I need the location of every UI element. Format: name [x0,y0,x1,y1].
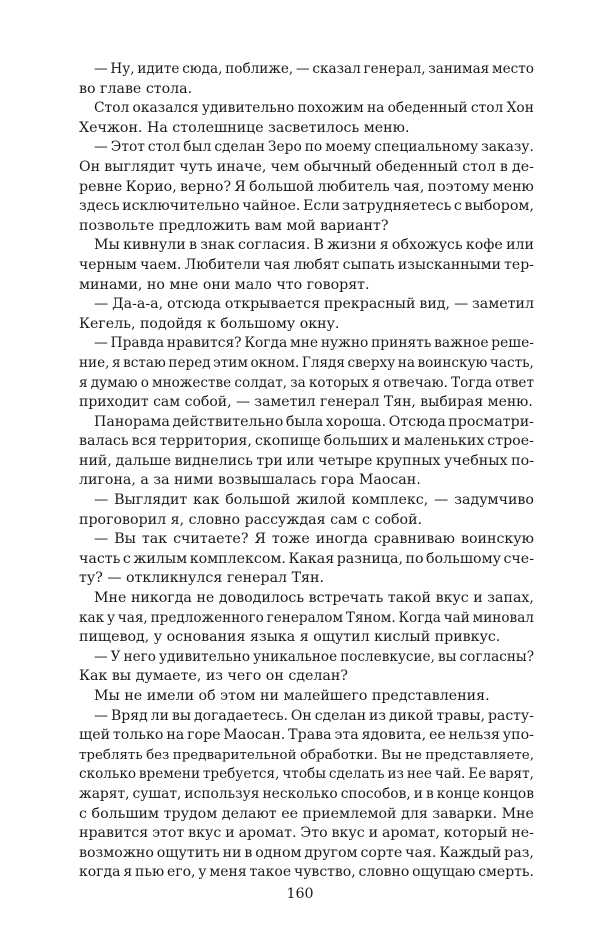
text-line: пищевод, у основания языка я ощутил кислый привкус. [79,629,501,646]
text-line: позвольте предложить вам мой вариант? [79,217,389,234]
text-line: — Правда нравится? Когда мне нужно принять важное реше- [94,335,534,352]
text-line: сколько времени требуется, чтобы сделать из нее чай. Ее варят, [79,766,534,783]
text-line: минами, но мне они мало что говорят. [79,276,370,293]
text-line: — Ну, идите сюда, поближе, — сказал генерал, занимая место [94,61,534,77]
text-line: во главе стола. [79,80,193,97]
text-line: Мы не имели об этом ни малейшего представления. [94,688,490,704]
text-line: черным чаем. Любители чая любят сыпать изысканными тер- [79,256,534,273]
text-line: Панорама действительно была хороша. Отсюда просматри- [94,413,534,430]
text-line: приходит сам собой, — заметил генерал Тян, выбирая меню. [79,394,533,411]
text-line: как у чая, предложенного генералом Тяном. Когда чай миновал [79,609,534,626]
text-line: когда я пью его, у меня такое чувство, словно ощущаю смерть. [79,864,534,881]
text-line: Стол оказался удивительно похожим на обеденный стол Хон [94,100,534,117]
text-line: Мы кивнули в знак согласия. В жизни я обхожусь кофе или [94,237,534,254]
text-line: возможно ощутить ни в одном другом сорте чая. Каждый раз, [79,844,534,861]
text-line: треблять без предварительной обработки. Вы не представляете, [79,747,534,763]
text-line: ревне Корио, верно? Я большой любитель чая, поэтому меню [79,178,534,195]
text-line: щей только на горе Маосан. Трава эта ядовита, ее нельзя упо- [79,727,534,744]
text-line: — Да-а-а, отсюда открывается прекрасный вид, — заметил [94,296,534,313]
text-line: я думаю о множестве солдат, за которых я отвечаю. Тогда ответ [79,374,534,391]
text-line: валась вся территория, скопище больших и маленьких строе- [79,433,534,450]
text-line: проговорил я, словно рассуждая сам с собой. [79,511,423,528]
text-line: жарят, сушат, используя несколько способов, и в конце концов [79,785,534,802]
text-line: лигона, а за ними возвышалась гора Маосан. [79,472,421,489]
text-line: — Вы так считаете? Я тоже иногда сравниваю воинскую [94,531,534,548]
text-line: ний, дальше виднелись три или четыре крупных учебных по- [79,452,534,469]
text-line: — У него удивительно уникальное послевкусие, вы согласны? [94,648,534,665]
text-line: — Этот стол был сделан Зеро по моему специальному заказу. [94,139,534,156]
text-line: нравится этот вкус и аромат. Это вкус и аромат, который не- [79,825,534,842]
text-line: ние, я встаю перед этим окном. Глядя сверху на воинскую часть, [79,354,534,371]
text-line: Он выглядит чуть иначе, чем обычный обеденный стол в де- [79,158,534,175]
text-line: Мне никогда не доводилось встречать такой вкус и запах, [94,590,534,607]
text-line: Как вы думаете, из чего он сделан? [79,668,348,685]
text-line: с большим трудом делают ее приемлемой для заварки. Мне [79,805,534,822]
page-number: 160 [286,886,314,902]
page-text [79,60,534,883]
text-line: Хечжон. На столешнице засветилось меню. [79,119,410,136]
text-line: — Вряд ли вы догадаетесь. Он сделан из дикой травы, расту- [94,707,534,724]
text-line: — Выглядит как большой жилой комплекс, — задумчиво [94,492,534,509]
text-line: здесь исключительно чайное. Если затрудняетесь с выбором, [79,198,534,215]
text-line: ту? — откликнулся генерал Тян. [79,570,324,587]
text-line: Кегель, подойдя к большому окну. [79,315,340,332]
text-line: часть с жилым комплексом. Какая разница, по большому сче- [79,550,534,567]
